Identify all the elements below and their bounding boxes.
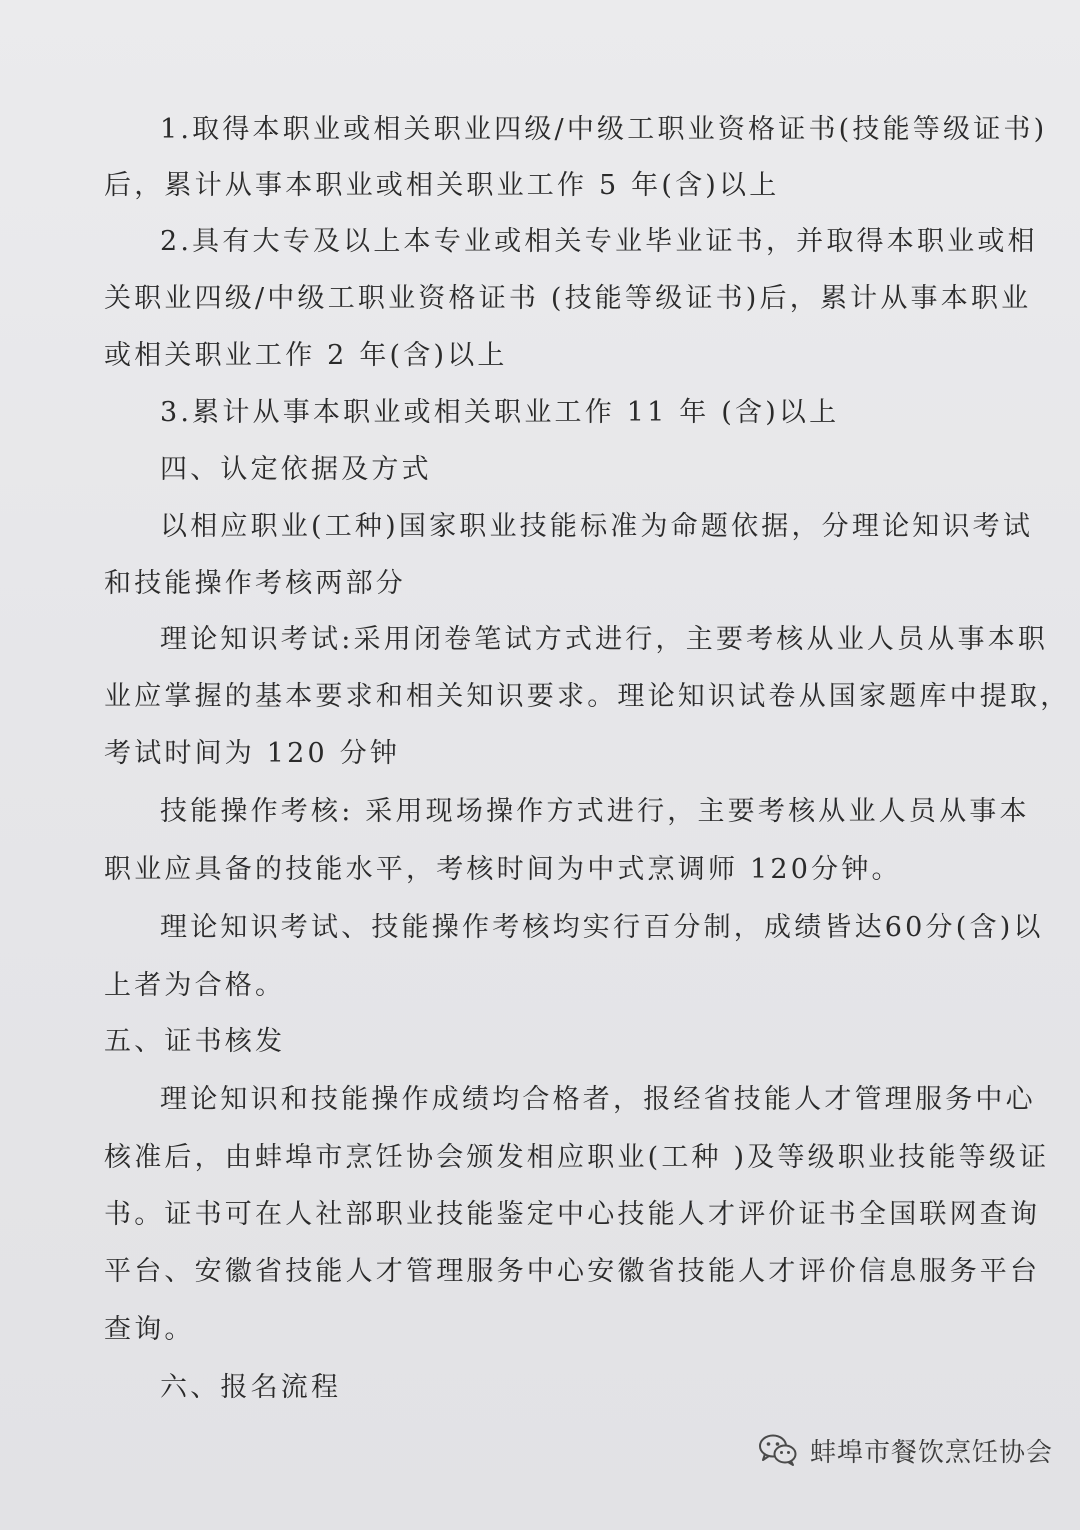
text-line: 职业应具备的技能水平，考核时间为中式烹调师 120分钟。 bbox=[104, 854, 902, 885]
section-heading: 四、认定依据及方式 bbox=[160, 454, 432, 485]
text-line: 以相应职业(工种)国家职业技能标准为命题依据，分理论知识考试 bbox=[160, 511, 1034, 542]
watermark bbox=[758, 1428, 1053, 1472]
text-line: 或相关职业工作 2 年(含)以上 bbox=[104, 340, 508, 371]
watermark-text: 蚌埠市餐饮烹饪协会 bbox=[810, 1437, 1054, 1468]
text-line: 考试时间为 120 分钟 bbox=[104, 738, 401, 769]
text-line: 业应掌握的基本要求和相关知识要求。理论知识试卷从国家题库中提取， bbox=[104, 681, 1071, 712]
text-line: 后，累计从事本职业或相关职业工作 5 年(含)以上 bbox=[104, 170, 780, 201]
text-line: 平台、安徽省技能人才管理服务中心安徽省技能人才评价信息服务平台 bbox=[104, 1256, 1041, 1287]
section-heading: 五、证书核发 bbox=[104, 1026, 286, 1057]
text-line: 3.累计从事本职业或相关职业工作 11 年 (含)以上 bbox=[160, 397, 840, 428]
text-line: 理论知识和技能操作成绩均合格者，报经省技能人才管理服务中心 bbox=[160, 1084, 1036, 1115]
section-heading: 六、报名流程 bbox=[160, 1372, 342, 1403]
text-line: 理论知识考试、技能操作考核均实行百分制，成绩皆达60分(含)以 bbox=[160, 912, 1044, 943]
text-line: 理论知识考试:采用闭卷笔试方式进行，主要考核从业人员从事本职 bbox=[160, 624, 1049, 655]
text-line: 核准后，由蚌埠市烹饪协会颁发相应职业(工种 )及等级职业技能等级证 bbox=[104, 1142, 1050, 1173]
text-line: 关职业四级/中级工职业资格证书 (技能等级证书)后，累计从事本职业 bbox=[104, 283, 1032, 314]
text-line: 1.取得本职业或相关职业四级/中级工职业资格证书(技能等级证书) bbox=[160, 114, 1048, 145]
text-line: 和技能操作考核两部分 bbox=[104, 568, 406, 599]
text-line: 上者为合格。 bbox=[104, 970, 286, 1001]
text-line: 查询。 bbox=[104, 1314, 195, 1345]
text-line: 技能操作考核: 采用现场操作方式进行，主要考核从业人员从事本 bbox=[160, 796, 1030, 827]
text-line: 书。证书可在人社部职业技能鉴定中心技能人才评价证书全国联网查询 bbox=[104, 1199, 1041, 1230]
text-line: 2.具有大专及以上本专业或相关专业毕业证书，并取得本职业或相 bbox=[160, 226, 1038, 257]
wechat-icon bbox=[758, 1433, 798, 1467]
